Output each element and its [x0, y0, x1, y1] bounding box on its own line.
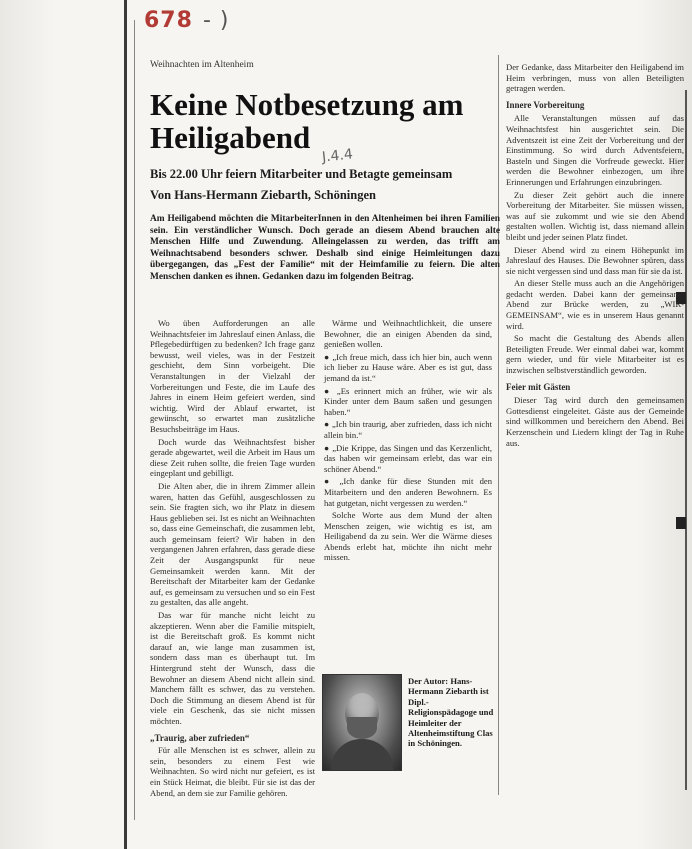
- paragraph: Dieser Abend wird zu einem Höhepunkt im Jahreslauf des Hauses. Die Bewohner spüren, dass sie nicht vergessen sind und dass man für sie da ist.: [506, 244, 684, 276]
- right-column-edge: [685, 90, 687, 790]
- quote-bullet: ● „Ich bin traurig, aber zufrieden, dass ich nicht allein bin.“: [324, 419, 492, 440]
- paragraph: Solche Worte aus dem Mund der alten Menschen zeigen, wie wichtig es ist, am Heiligabend da zu sein. Wer die Wärme dieses Abends erlebt hat, möchte ihn nicht mehr missen.: [324, 510, 492, 563]
- quote-bullet: ● „Ich freue mich, dass ich hier bin, auch wenn ich lieber zu Hause wäre. Aber es ist gut, dass jemand da ist.“: [324, 351, 492, 383]
- author-caption: Der Autor: Hans-Hermann Ziebarth ist Dipl.-Religionspädagoge und Heimleiter der Altenheimstiftung Clas in Schöningen.: [408, 676, 494, 749]
- left-margin-rule: [124, 0, 127, 849]
- author-beard: [347, 717, 377, 739]
- paragraph: Für alle Menschen ist es schwer, allein zu sein, besonders zu einem Fest wie Weihnachten. So wird nicht nur gefeiert, es ist ein Stück Heimat, die bleibt. Für sie ist das der Abend, an dem sie zur Familie gehören.: [150, 745, 315, 798]
- article-column-1: [150, 318, 315, 800]
- headline: Keine Notbesetzung am Heiligabend: [150, 87, 464, 155]
- page-number: 678 - ): [144, 8, 230, 33]
- paragraph: Zu dieser Zeit gehört auch die innere Vorbereitung der Mitarbeiter. Sie müssen wissen, was auf sie zukommt und wie sie den Abend gestalten wollen. Wichtig ist, dass niemand allein bleibt und jeder seinen Platz findet.: [506, 189, 684, 242]
- binder-hole: [676, 517, 686, 529]
- author-shoulders: [331, 739, 393, 770]
- paragraph: Doch wurde das Weihnachtsfest bisher gerade abgewartet, weil die Arbeit im Haus um diese Zeit ruhen sollte, die freien Tage wurden eingeplant und gebilligt.: [150, 436, 315, 479]
- article-column-2: [324, 318, 492, 565]
- paragraph: Der Gedanke, dass Mitarbeiter den Heiligabend im Heim verbringen, muss von allen Beteiligten getragen werden.: [506, 62, 684, 94]
- section-heading: Innere Vorbereitung: [506, 99, 585, 110]
- paragraph: Dieser Tag wird durch den gemeinsamen Gottesdienst eingeleitet. Gäste aus der Gemeinde sind willkommen und bereichern den Abend. Bei Kerzenschein und Liedern klingt der Tag in Ruhe aus.: [506, 395, 684, 448]
- paragraph: So macht die Gestaltung des Abends allen Beteiligten Freude. Wer einmal dabei war, kommt gern wieder, und für viele Mitarbeiter ist es inzwischen selbstverständlich geworden.: [506, 333, 684, 376]
- paragraph: An dieser Stelle muss auch an die Angehörigen gedacht werden. Dabei kann der gemeinsame Abend zur Brücke werden, zu „WIR-GEMEINSAM“, wie es in unserem Haus genannt wird.: [506, 278, 684, 331]
- article-column-right: [506, 62, 684, 450]
- kicker: Weihnachten im Altenheim: [150, 60, 254, 70]
- quote-bullet: ● „Es erinnert mich an früher, wie wir als Kinder unter dem Baum saßen und gesungen haben.“: [324, 385, 492, 417]
- section-heading: „Traurig, aber zufrieden“: [150, 732, 250, 743]
- subheadline: Bis 22.00 Uhr feiern Mitarbeiter und Betagte gemeinsam: [150, 167, 453, 181]
- paragraph: Alle Veranstaltungen müssen auf das Weihnachtsfest hin ausgerichtet sein. Die Adventszeit ist eine Zeit der Vorbereitung und der Einstimmung. So wird durch Adventsfeiern, Basteln und Singen die Vorfreude geweckt. Hier werden die Bewohner einbezogen, um ihre Erinnerungen und Erfahrungen einzubringen.: [506, 113, 684, 187]
- quote-bullet: ● „Die Krippe, das Singen und das Kerzenlicht, das haben wir gemeinsam erlebt, das war ein schöner Abend.“: [324, 442, 492, 474]
- paragraph: Wärme und Weihnachtlichkeit, die unsere Bewohner, die an einigen Abenden da sind, genießen wollen.: [324, 318, 492, 350]
- left-edge-rule: [134, 20, 135, 820]
- quote-bullet: ● „Ich danke für diese Stunden mit den Mitarbeitern und den anderen Bewohnern. Es hat gutgetan, nicht vergessen zu werden.“: [324, 476, 492, 508]
- paragraph: Wo üben Aufforderungen an alle Weihnachtsfeier im Jahreslauf einen Anlass, die Pflegebedürftigen zu bedenken? Ich frage ganz bewusst, weil vieles, was in der Festzeit geschieht, dem Sinn vorbeigeht. Die Veranstaltungen in der Vielzahl der Vorbereitungen und Feste, die im Laufe des Jahres in einem Heim gefeiert werden, sind wichtig. Wird der Ablauf erwartet, ist gewünscht, so erwartet man zusätzliche Besuchsbeiträge im Haus.: [150, 318, 315, 434]
- page-bracket: - ): [202, 8, 230, 33]
- author-photo: [322, 674, 402, 771]
- paragraph: Das war für manche nicht leicht zu akzeptieren. Wenn aber die Familie mitspielt, ist die Bereitschaft groß. Es kommt nicht darauf an, wie lange man zusammen ist, sondern dass man es überhaupt tut. Im Hintergrund steht der Wunsch, dass die Bewohner an diesem Abend nicht allein sind. Manchem fällt es schwer, das zu verstehen. Doch die Stimmung an diesem Abend ist für viele ein Geschenk, das sie nicht missen möchten.: [150, 610, 315, 726]
- paragraph: Die Alten aber, die in ihrem Zimmer allein waren, hatten das Gefühl, ausgeschlossen zu sein. Sie fragten sich, wo ihr Platz in diesem Haus geblieben sei. Ist es nicht an Weihnachten so, dass eine Gemeinschaft, die zusammen lebt, auch gemeinsam feiert? Wir haben in den vergangenen Jahren erfahren, dass gerade diese Zeit der Ausgangspunkt für neue Gemeinsamkeit werden kann. Mit der Bereitschaft der Mitarbeiter kam der Gedanke auf, es gemeinsam zu versuchen und so ein Fest zu gestalten, das alle angeht.: [150, 480, 315, 608]
- handwritten-note: J.4.4: [321, 146, 354, 166]
- byline: Von Hans-Hermann Ziebarth, Schöningen: [150, 188, 376, 202]
- lead-paragraph: Am Heiligabend möchten die MitarbeiterInnen in den Altenheimen bei ihren Familien sein. Ein verständlicher Wunsch. Doch gerade an diesem Abend brauchen alte Menschen Hilfe und Zuwendung. Alleingelassen zu werden, das trifft am Weihnachtsabend besonders schwer. Deshalb sind einige Heimleitungen dazu übergegangen, das „Fest der Familie“ mit der Heimfamilie zu feiern. Die alten Menschen danken es ihnen. Gedanken dazu im folgenden Beitrag.: [150, 214, 500, 282]
- section-heading: Feier mit Gästen: [506, 381, 571, 392]
